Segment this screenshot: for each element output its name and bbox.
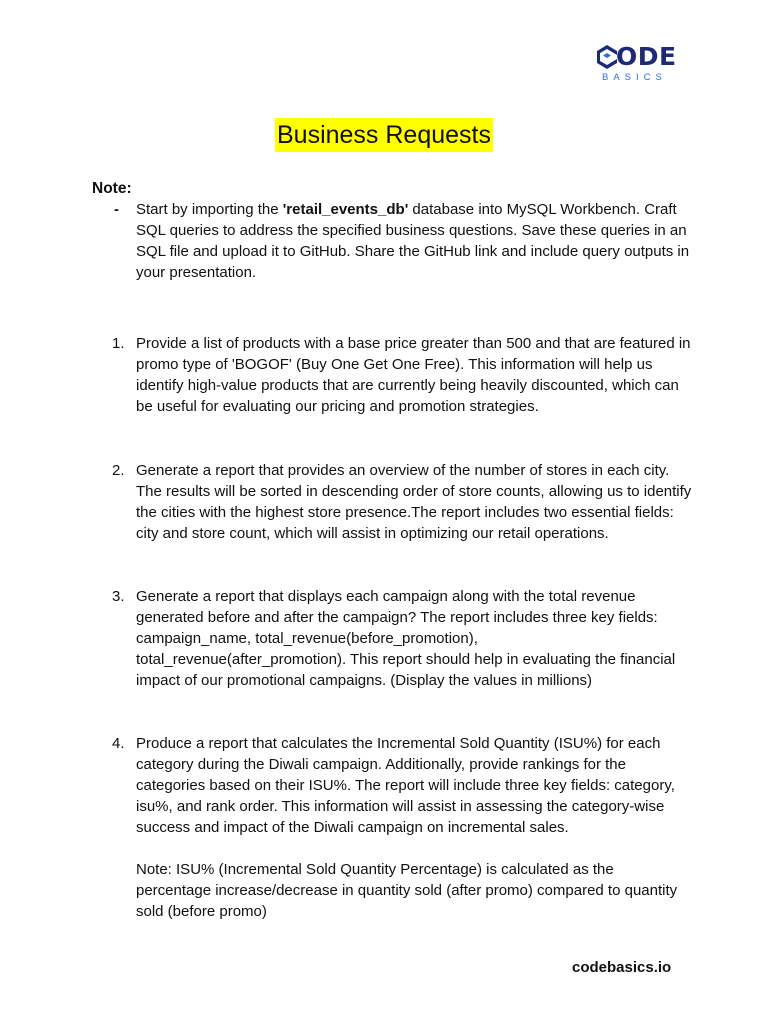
question-number: 3. xyxy=(112,588,125,605)
question-item xyxy=(92,586,692,691)
logo-wordmark: ODE xyxy=(616,42,677,71)
question-text: Generate a report that provides an overview of the number of stores in each city. The results will be sorted in descending order of store counts, allowing us to identify the cities with the highest store presence.The report includes two essential fields: city and store count, which will assist in optimizing our retail operations. xyxy=(136,462,692,542)
bullet-dash: - xyxy=(114,201,119,218)
title-container xyxy=(0,118,768,152)
note-text-start: Start by importing the xyxy=(136,201,283,218)
isu-note: Note: ISU% (Incremental Sold Quantity Percentage) is calculated as the percentage increase/decrease in quantity sold (after promo) compared to quantity sold (before promo) xyxy=(136,861,678,920)
question-number: 2. xyxy=(112,462,125,479)
footer-website: codebasics.io xyxy=(572,959,672,976)
page-title: Business Requests xyxy=(275,118,493,152)
codebasics-c-logo-icon xyxy=(596,44,618,70)
database-name: 'retail_events_db' xyxy=(282,201,409,218)
question-text: Produce a report that calculates the Incremental Sold Quantity (ISU%) for each category during the Diwali campaign. Additionally, provide rankings for the categories based on their ISU%. The report will include three key fields: category, isu%, and rank order. This information will assist in assessing the category-wise success and impact of the Diwali campaign on incremental sales. xyxy=(136,735,675,836)
document-body xyxy=(92,178,692,922)
note-text-rest: database into MySQL Workbench. Craft SQL queries to address the specified business questions. Save these queries in an SQL file and upload it to GitHub. Share the GitHub link and include query outputs in your presentation. xyxy=(136,201,690,281)
codebasics-logo xyxy=(596,44,676,84)
question-number: 4. xyxy=(112,735,125,752)
note-item xyxy=(92,199,692,283)
question-item xyxy=(92,460,692,544)
logo-subtext: BASICS xyxy=(602,72,667,83)
note-heading: Note: xyxy=(92,180,132,197)
question-item xyxy=(92,333,692,417)
question-text: Generate a report that displays each campaign along with the total revenue generated before and after the campaign? The report includes three key fields: campaign_name, total_revenue(before_promotion), total_revenue(after_promotion). This report should help in evaluating the financial impact of our promotional campaigns. (Display the values in millions) xyxy=(136,588,676,689)
question-text: Provide a list of products with a base price greater than 500 and that are featured in promo type of 'BOGOF' (Buy One Get One Free). This information will help us identify high-value products that are currently being heavily discounted, which can be useful for evaluating our pricing and promotion strategies. xyxy=(136,335,691,415)
question-item xyxy=(92,733,692,838)
question-number: 1. xyxy=(112,335,125,352)
